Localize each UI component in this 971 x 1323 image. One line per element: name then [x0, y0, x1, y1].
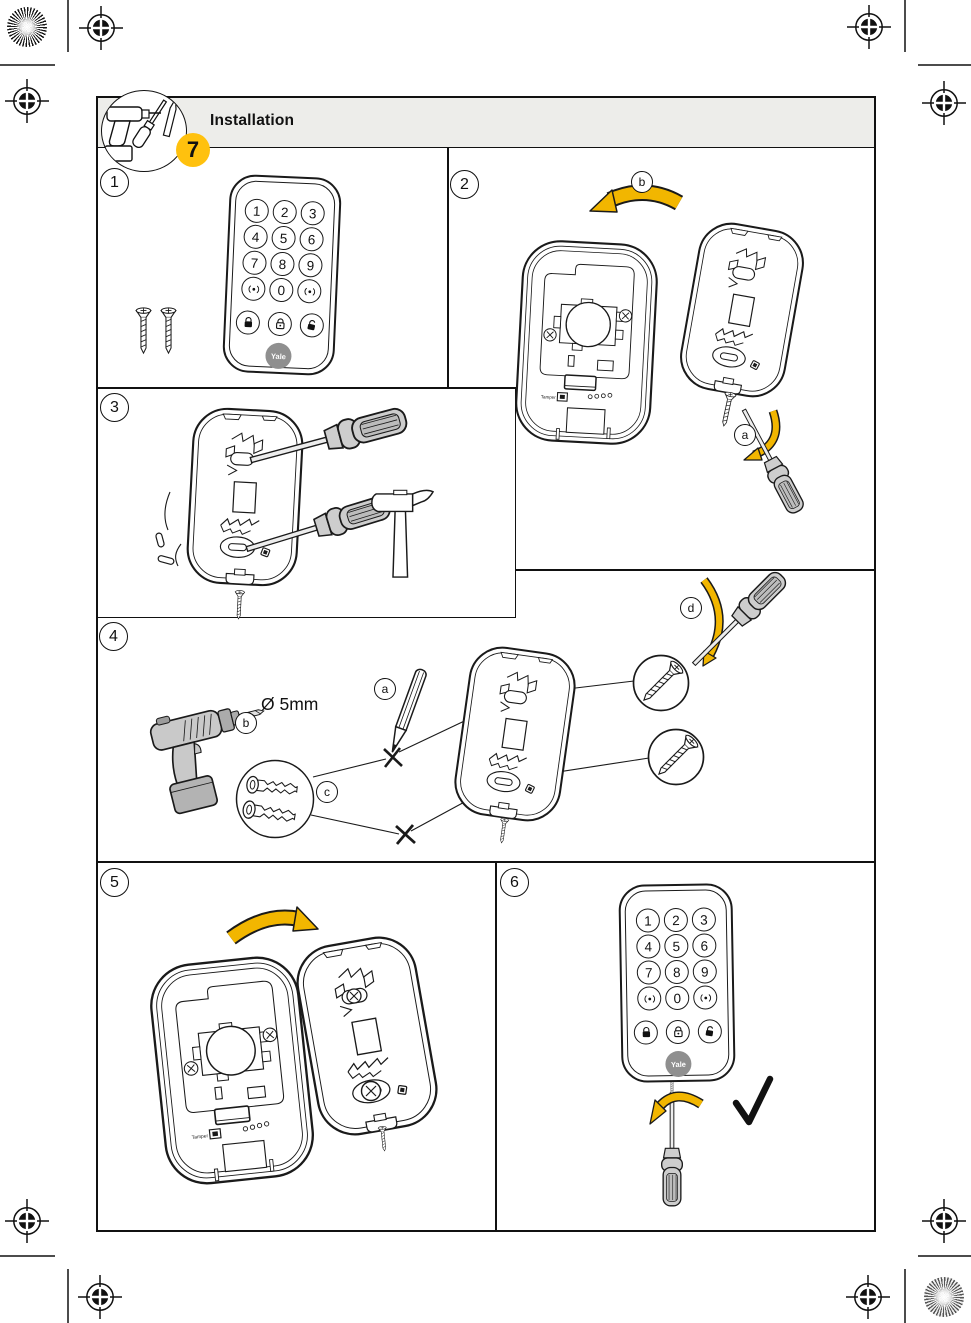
- padlock-closed-icon: [640, 1026, 651, 1038]
- key-6[interactable]: 6: [692, 933, 716, 957]
- registration-mark: [922, 81, 966, 125]
- hammer-icon: [372, 490, 433, 577]
- panel-5-number: 5: [100, 868, 129, 897]
- key-3[interactable]: 3: [692, 907, 716, 931]
- padlock-outline-icon: [672, 1026, 683, 1038]
- callout-a-panel2: a: [734, 424, 756, 446]
- key-5[interactable]: 5: [271, 226, 296, 251]
- callout-b-panel2: b: [631, 171, 653, 193]
- padlock-open-icon: [306, 319, 319, 332]
- padlock-closed-icon: [242, 316, 254, 328]
- key-signal-left[interactable]: [241, 276, 266, 301]
- key-signal-right[interactable]: [297, 279, 322, 304]
- motion-lines: [165, 492, 181, 566]
- key-0[interactable]: 0: [269, 277, 294, 302]
- mounting-screw-head: [362, 1082, 381, 1101]
- screw-icon: [161, 308, 175, 353]
- panel-1-art: [136, 308, 175, 353]
- key-signal-right[interactable]: [693, 985, 717, 1009]
- key-6[interactable]: 6: [299, 227, 324, 252]
- tamper-screw-icon: [718, 391, 736, 427]
- panel-5-art: [147, 907, 442, 1187]
- panel-3-number: 3: [100, 393, 129, 422]
- tamper-screw-icon: [234, 590, 245, 619]
- key-7[interactable]: 7: [242, 250, 267, 275]
- panel-3-art: [155, 405, 433, 620]
- keypad-body-open: [514, 239, 658, 445]
- key-disarm[interactable]: [299, 313, 324, 338]
- keypad-body-open: [147, 954, 317, 1188]
- panel-6-number: 6: [500, 868, 529, 897]
- registration-mark: [846, 1275, 890, 1319]
- rotate-arrow: [590, 190, 679, 212]
- panel-1-number: 1: [100, 168, 129, 197]
- step-badge: 7: [176, 133, 210, 167]
- tamper-screw-icon: [498, 818, 509, 844]
- key-8[interactable]: 8: [665, 960, 689, 984]
- registration-mark: [79, 6, 123, 50]
- signal-icon: [303, 285, 316, 297]
- key-3[interactable]: 3: [300, 201, 325, 226]
- screw-icon: [136, 308, 150, 353]
- padlock-open-icon: [704, 1025, 716, 1037]
- registration-mark: [847, 5, 891, 49]
- key-9[interactable]: 9: [298, 253, 323, 278]
- signal-icon: [699, 992, 712, 1003]
- registration-mark: [5, 1199, 49, 1243]
- drill-diameter-label: Ø 5mm: [261, 694, 319, 714]
- wallplug-detail-circle: [237, 761, 314, 838]
- key-part-arm[interactable]: [267, 311, 292, 336]
- tools-icon: [102, 91, 186, 171]
- key-0[interactable]: 0: [665, 986, 689, 1010]
- key-4[interactable]: 4: [636, 934, 660, 958]
- callout-d-panel4: d: [680, 597, 702, 619]
- print-wheel-mark: [924, 1277, 964, 1317]
- key-signal-left[interactable]: [637, 986, 661, 1010]
- key-full-arm[interactable]: [634, 1020, 658, 1044]
- mounting-screw-head: [347, 989, 361, 1003]
- knockout-piece: [157, 555, 174, 565]
- key-2[interactable]: 2: [272, 200, 297, 225]
- backplate: [676, 219, 808, 402]
- registration-mark: [5, 79, 49, 123]
- backplate: [451, 643, 579, 824]
- signal-icon: [643, 993, 656, 1004]
- key-7[interactable]: 7: [637, 960, 661, 984]
- keypad-device: [618, 883, 735, 1083]
- key-2[interactable]: 2: [664, 908, 688, 932]
- key-5[interactable]: 5: [664, 934, 688, 958]
- attach-arrow: [231, 907, 318, 938]
- checkmark-icon: [736, 1079, 770, 1122]
- keypad-device: [222, 174, 343, 377]
- backplate: [186, 407, 304, 587]
- yale-logo: Yale: [665, 1051, 691, 1077]
- registration-mark: [78, 1275, 122, 1319]
- screwdriver-icon: [735, 405, 807, 516]
- key-full-arm[interactable]: [235, 310, 260, 335]
- key-disarm[interactable]: [698, 1019, 722, 1043]
- key-1[interactable]: 1: [244, 198, 269, 223]
- panel-2-art: [514, 190, 808, 516]
- yale-logo: Yale: [265, 342, 292, 369]
- registration-mark: [922, 1199, 966, 1243]
- key-8[interactable]: 8: [270, 251, 295, 276]
- backplate-mounted: [292, 932, 443, 1140]
- callout-b-panel4: b: [235, 712, 257, 734]
- page-title: Installation: [210, 112, 295, 129]
- key-4[interactable]: 4: [243, 224, 268, 249]
- line-art: Tamper: [0, 0, 971, 1323]
- key-part-arm[interactable]: [666, 1020, 690, 1044]
- key-1[interactable]: 1: [636, 908, 660, 932]
- turn-arrow: [650, 1096, 701, 1124]
- callout-a-panel4: a: [374, 678, 396, 700]
- panel-2-number: 2: [450, 170, 479, 199]
- panel-6-art: [650, 1077, 770, 1206]
- signal-icon: [247, 283, 260, 295]
- screwdriver-icon: [131, 98, 170, 149]
- callout-c-panel4: c: [316, 781, 338, 803]
- key-9[interactable]: 9: [693, 959, 717, 983]
- knockout-piece: [155, 532, 164, 547]
- panel-4-number: 4: [99, 622, 128, 651]
- tools-bubble: [101, 90, 187, 172]
- drill-icon: [105, 107, 161, 161]
- print-wheel-mark: [7, 7, 47, 47]
- padlock-outline-icon: [274, 318, 286, 330]
